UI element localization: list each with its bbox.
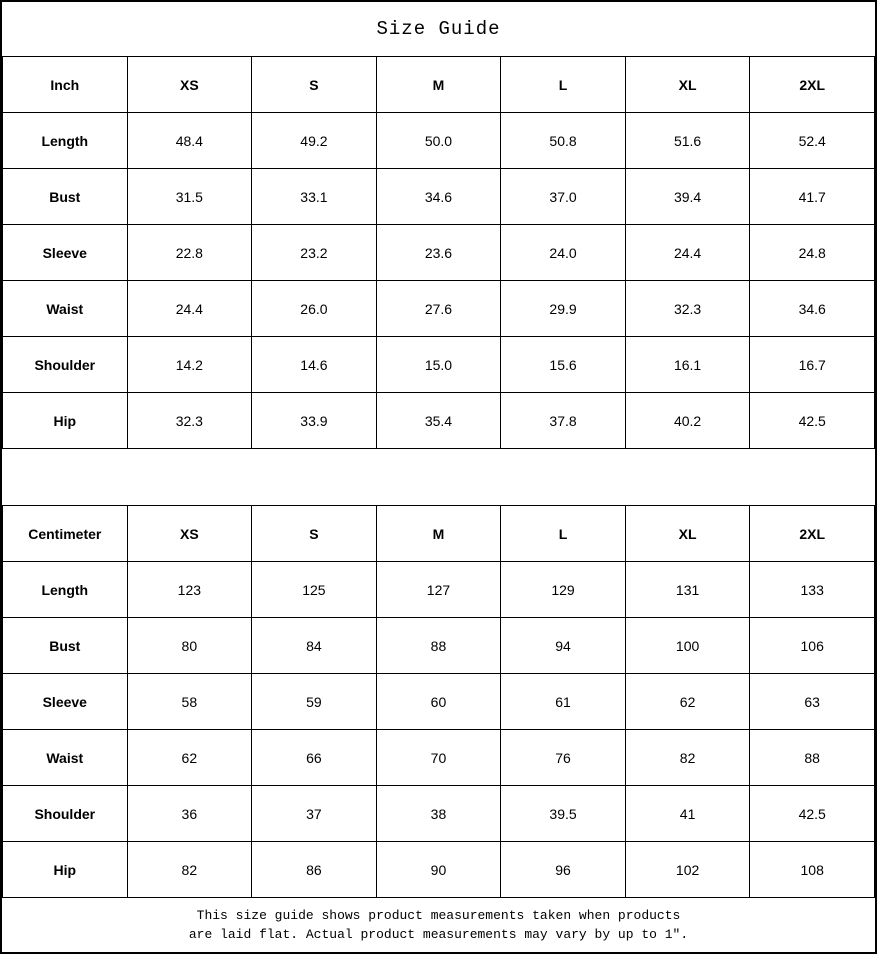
measurement-value: 80: [127, 618, 252, 674]
measurement-value: 37.8: [501, 393, 626, 449]
table-row: [3, 730, 875, 786]
inch-table-body: [3, 113, 875, 449]
measurement-value: 63: [750, 674, 875, 730]
measurement-value: 33.9: [252, 393, 377, 449]
measurement-value: 34.6: [750, 281, 875, 337]
measurement-value: 106: [750, 618, 875, 674]
measurement-value: 34.6: [376, 169, 501, 225]
measurement-label: Bust: [3, 618, 128, 674]
measurement-value: 133: [750, 562, 875, 618]
measurement-value: 52.4: [750, 113, 875, 169]
measurement-value: 108: [750, 842, 875, 898]
size-header-cell: M: [376, 57, 501, 113]
measurement-value: 15.0: [376, 337, 501, 393]
table-row: [3, 113, 875, 169]
measurement-value: 102: [625, 842, 750, 898]
measurement-value: 39.5: [501, 786, 626, 842]
measurement-label: Length: [3, 113, 128, 169]
measurement-value: 127: [376, 562, 501, 618]
size-header-cell: M: [376, 506, 501, 562]
measurement-value: 131: [625, 562, 750, 618]
measurement-label: Length: [3, 562, 128, 618]
table-row: [3, 393, 875, 449]
measurement-value: 32.3: [127, 393, 252, 449]
disclaimer-line-1: This size guide shows product measurements taken when products: [196, 908, 681, 923]
size-header-cell: XL: [625, 506, 750, 562]
measurement-value: 82: [127, 842, 252, 898]
measurement-value: 23.2: [252, 225, 377, 281]
size-header-cell: XS: [127, 57, 252, 113]
measurement-value: 33.1: [252, 169, 377, 225]
measurement-value: 15.6: [501, 337, 626, 393]
size-header-cell: S: [252, 57, 377, 113]
measurement-value: 36: [127, 786, 252, 842]
table-row: [3, 169, 875, 225]
measurement-value: 39.4: [625, 169, 750, 225]
measurement-value: 32.3: [625, 281, 750, 337]
disclaimer-line-2: are laid flat. Actual product measurements may vary by up to 1″.: [188, 927, 689, 942]
page-title: Size Guide: [376, 18, 501, 40]
measurement-value: 37: [252, 786, 377, 842]
measurement-label: Sleeve: [3, 225, 128, 281]
measurement-value: 96: [501, 842, 626, 898]
measurement-label: Waist: [3, 281, 128, 337]
measurement-label: Shoulder: [3, 337, 128, 393]
unit-header-cell: Inch: [3, 57, 128, 113]
measurement-label: Sleeve: [3, 674, 128, 730]
size-guide-disclaimer: [2, 898, 875, 952]
measurement-value: 29.9: [501, 281, 626, 337]
measurement-value: 76: [501, 730, 626, 786]
table-row: [3, 281, 875, 337]
measurement-value: 37.0: [501, 169, 626, 225]
measurement-label: Hip: [3, 842, 128, 898]
measurement-value: 35.4: [376, 393, 501, 449]
measurement-value: 58: [127, 674, 252, 730]
measurement-value: 14.2: [127, 337, 252, 393]
measurement-value: 42.5: [750, 786, 875, 842]
inch-table: [2, 56, 875, 449]
size-header-cell: S: [252, 506, 377, 562]
measurement-value: 100: [625, 618, 750, 674]
measurement-value: 16.7: [750, 337, 875, 393]
measurement-label: Waist: [3, 730, 128, 786]
cm-table-header: [3, 506, 875, 562]
measurement-value: 50.8: [501, 113, 626, 169]
measurement-value: 23.6: [376, 225, 501, 281]
size-header-cell: 2XL: [750, 57, 875, 113]
measurement-value: 129: [501, 562, 626, 618]
measurement-label: Bust: [3, 169, 128, 225]
table-row: [3, 786, 875, 842]
measurement-value: 84: [252, 618, 377, 674]
measurement-value: 48.4: [127, 113, 252, 169]
measurement-value: 51.6: [625, 113, 750, 169]
measurement-value: 82: [625, 730, 750, 786]
measurement-value: 88: [750, 730, 875, 786]
cm-table: [2, 505, 875, 898]
measurement-value: 59: [252, 674, 377, 730]
measurement-value: 16.1: [625, 337, 750, 393]
measurement-value: 88: [376, 618, 501, 674]
header-row: [3, 57, 875, 113]
measurement-value: 125: [252, 562, 377, 618]
measurement-value: 27.6: [376, 281, 501, 337]
size-header-cell: XL: [625, 57, 750, 113]
measurement-value: 26.0: [252, 281, 377, 337]
measurement-value: 61: [501, 674, 626, 730]
measurement-value: 40.2: [625, 393, 750, 449]
measurement-value: 41: [625, 786, 750, 842]
unit-header-cell: Centimeter: [3, 506, 128, 562]
size-header-cell: L: [501, 506, 626, 562]
measurement-value: 66: [252, 730, 377, 786]
measurement-value: 31.5: [127, 169, 252, 225]
table-row: [3, 842, 875, 898]
measurement-value: 70: [376, 730, 501, 786]
measurement-value: 24.4: [127, 281, 252, 337]
measurement-value: 94: [501, 618, 626, 674]
measurement-value: 62: [625, 674, 750, 730]
measurement-value: 62: [127, 730, 252, 786]
inch-table-header: [3, 57, 875, 113]
measurement-value: 24.8: [750, 225, 875, 281]
size-header-cell: XS: [127, 506, 252, 562]
measurement-value: 123: [127, 562, 252, 618]
measurement-value: 42.5: [750, 393, 875, 449]
measurement-value: 60: [376, 674, 501, 730]
table-row: [3, 562, 875, 618]
measurement-value: 41.7: [750, 169, 875, 225]
table-row: [3, 618, 875, 674]
measurement-value: 22.8: [127, 225, 252, 281]
measurement-value: 90: [376, 842, 501, 898]
cm-table-body: [3, 562, 875, 898]
measurement-value: 24.4: [625, 225, 750, 281]
size-header-cell: 2XL: [750, 506, 875, 562]
measurement-value: 50.0: [376, 113, 501, 169]
measurement-label: Hip: [3, 393, 128, 449]
measurement-value: 86: [252, 842, 377, 898]
header-row: [3, 506, 875, 562]
measurement-value: 14.6: [252, 337, 377, 393]
size-header-cell: L: [501, 57, 626, 113]
measurement-value: 38: [376, 786, 501, 842]
table-row: [3, 225, 875, 281]
measurement-value: 49.2: [252, 113, 377, 169]
measurement-label: Shoulder: [3, 786, 128, 842]
table-row: [3, 674, 875, 730]
table-spacer-row: [2, 449, 875, 505]
table-row: [3, 337, 875, 393]
measurement-value: 24.0: [501, 225, 626, 281]
